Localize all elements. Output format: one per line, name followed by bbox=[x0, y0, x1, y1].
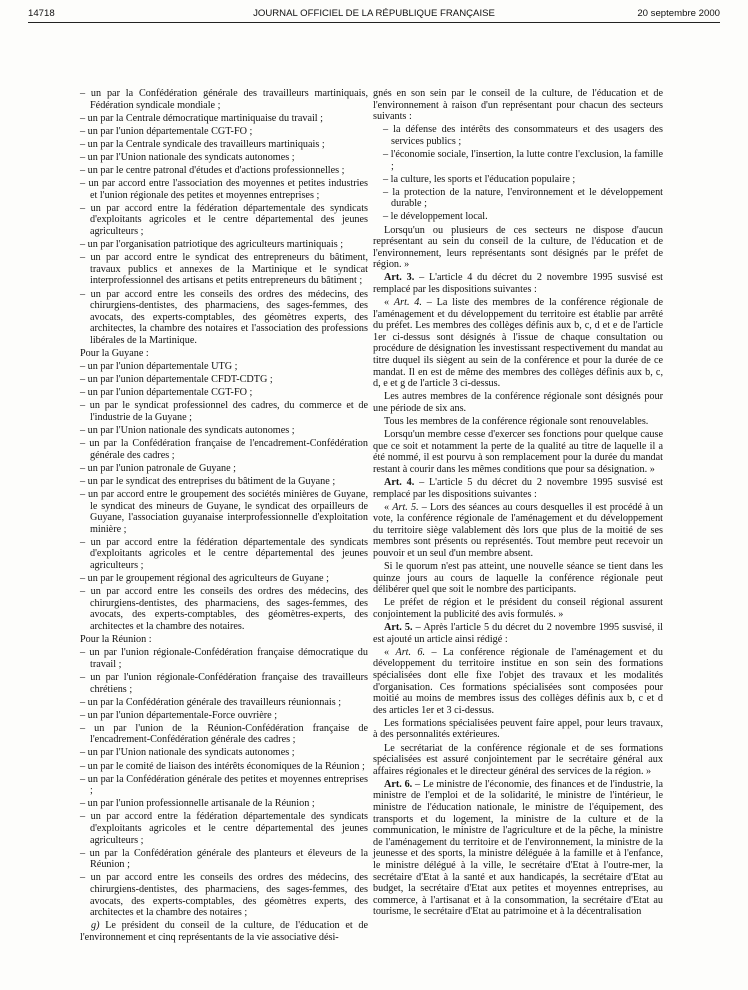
journal-title: JOURNAL OFFICIEL DE LA RÉPUBLIQUE FRANÇAISE bbox=[253, 8, 495, 19]
art-4-p4: Lorsqu'un membre cesse d'exercer ses fonctions pour quelque cause que ce soit et notamment la perte de la qualité au titre de laquelle il a été nommé, il est pourvu à son remplacement pour la durée du mandat restant à courir dans les mêmes conditions que pour sa désignation. » bbox=[373, 429, 663, 475]
item-g bbox=[80, 920, 368, 943]
art-5-p3: Le préfet de région et le président du conseil régional assurent conjointement la publicité des avis formulés. » bbox=[373, 597, 663, 621]
list-item: – un par le centre patronal d'études et d'actions professionnelles ; bbox=[80, 165, 345, 177]
article-5: Art. 5. – Après l'article 5 du décret du 2 novembre 1995 susvisé, il est ajouté un article ainsi rédigé : bbox=[373, 622, 664, 645]
art-6-p3: Le secrétariat de la conférence régionale et de ses formations spécialisées est assuré conjointement par le secrétaire général aux affaires régionales et le directeur général des services de la région. » bbox=[373, 742, 663, 777]
publication-date: 20 septembre 2000 bbox=[637, 8, 720, 19]
left-column bbox=[80, 88, 368, 945]
martinique-list bbox=[80, 88, 368, 346]
reunion-heading: Pour la Réunion : bbox=[80, 634, 152, 646]
list-item: – un par l'union de la Réunion-Confédération française de l'encadrement-Confédération générale des cadres ; bbox=[80, 722, 368, 746]
list-item: – un par l'Union nationale des syndicats autonomes ; bbox=[80, 747, 295, 759]
list-item: – un par accord entre les conseils des ordres des médecins, des chirurgiens-dentistes, des pharmaciens, des sages-femmes, des avocats, des experts-comptables, des géomètres-experts, des architectes et la chambre des notaires. bbox=[80, 586, 368, 633]
list-item: – un par l'union régionale-Confédération française démocratique du travail ; bbox=[80, 647, 368, 670]
list-item: – un par la Centrale démocratique martiniquaise du travail ; bbox=[80, 112, 323, 124]
list-item: – la culture, les sports et l'éducation populaire ; bbox=[383, 173, 576, 185]
list-item: – un par l'union professionnelle artisanale de la Réunion ; bbox=[80, 798, 315, 810]
list-item: – un par la Centrale syndicale des travailleurs martiniquais ; bbox=[80, 138, 325, 150]
art-5-quoted: « Art. 5. – Lors des séances au cours desquelles il est procédé à un vote, la conférence régionale de l'aménagement et du développement du territoire siège valablement dès lors que plus de la moitié de ses membres sont présents ou représentés. Tout membre peut recevoir un pouvoir et un seul d'un membre absent. bbox=[373, 501, 663, 560]
art-4-p3: Tous les membres de la conférence régionale sont renouvelables. bbox=[384, 416, 649, 428]
list-item: – un par l'organisation patriotique des agriculteurs martiniquais ; bbox=[80, 239, 344, 251]
continuation-text: gnés en son sein par le conseil de la culture, de l'éducation et de l'environnement à raison d'un représentant pour chacun des secteurs suivants : bbox=[373, 88, 663, 123]
list-item: – un par le comité de liaison des intérêts économiques de la Réunion ; bbox=[80, 760, 365, 772]
list-item: – un par l'union départementale CFDT-CDTG ; bbox=[80, 374, 273, 386]
list-item: – un par accord entre les conseils des ordres des médecins, des chirurgiens-dentistes, des pharmaciens, des sages-femmes, des avocats, des experts-comptables, des géomètres experts, des architectes et la chambre des notaires ; bbox=[80, 872, 368, 919]
para-lorsqu: Lorsqu'un ou plusieurs de ces secteurs ne dispose d'aucun représentant au sein du conseil de la culture, de l'éducation et de l'environnement, leurs représentants sont désignés par le préfet de région. » bbox=[373, 224, 663, 271]
item-g-text: Le président du conseil de la culture, de l'éducation et de l'environnement et cinq représentants de la vie associative dési- bbox=[80, 920, 368, 943]
list-item: – un par la Confédération générale des planteurs et éleveurs de la Réunion ; bbox=[80, 847, 368, 871]
article-4: Art. 4. – L'article 5 du décret du 2 novembre 1995 susvisé est remplacé par les dispositions suivantes : bbox=[373, 477, 663, 500]
header-rule bbox=[28, 22, 720, 23]
list-item: – un par accord entre le groupement des sociétés minières de Guyane, le syndicat des mineurs de Guyane, le syndicat des orpailleurs de Guyane, l'association guyanaise interprofessionnelle d'exploitation minière ; bbox=[80, 489, 368, 535]
list-item: – un par la Confédération générale des travailleurs réunionnais ; bbox=[80, 696, 342, 708]
sectors-list bbox=[373, 124, 663, 223]
article-6: Art. 6. – Le ministre de l'économie, des finances et de l'industrie, la ministre de l'emploi et de la solidarité, le ministre de l'intérieur, le ministre de l'éducation nationale, le ministre de l'équipement, des transports et du logement, la ministre de la culture et de la communication, le ministre de l'agriculture et de la pêche, la ministre de l'aménagement du territoire et de l'environnement, la ministre de la jeunesse et des sports, la ministre déléguée à la famille et à l'enfance, le ministre délégué à la ville, le secrétaire d'Etat à l'outre-mer, la secrétaire d'Etat à la santé et aux handicapés, la secrétaire d'Etat au budget, la secrétaire d'Etat aux petites et moyennes entreprises, au commerce, à l'artisanat et à la consommation, la secrétaire d'Etat au tourisme, le secrétaire d'Etat au patrimoine et à la décentralisation bbox=[373, 778, 663, 918]
right-column bbox=[373, 88, 663, 919]
list-item: – un par la Confédération générale des petites et moyennes entreprises ; bbox=[80, 773, 368, 797]
article-3-label: Art. 3. bbox=[384, 272, 415, 284]
reunion-list bbox=[80, 647, 368, 919]
list-item: – un par le groupement régional des agriculteurs de Guyane ; bbox=[80, 573, 329, 585]
art-6-quoted: « Art. 6. – La conférence régionale de l'aménagement et du développement du territoire institue en son sein des formations spécialisées dont elle fixe l'objet des travaux et les modalités d'organisation. Ces formations spécialisées sont composées pour moitié au moins de membres issus des collèges définis aux b, c et d des articles 1er et 3 ci-dessus. bbox=[373, 646, 663, 716]
list-item: – un par accord entre la fédération départementale des syndicats d'exploitants agricoles et le centre départemental des jeunes agriculteurs ; bbox=[80, 811, 368, 846]
list-item: – un par l'Union nationale des syndicats autonomes ; bbox=[80, 151, 295, 163]
list-item: – un par accord entre la fédération départementale des syndicats d'exploitants agricoles et le centre départemental des jeunes agriculteurs ; bbox=[80, 202, 368, 238]
list-item: – le développement local. bbox=[383, 211, 488, 223]
list-item: – la défense des intérêts des consommateurs et des usagers des services publics ; bbox=[383, 124, 663, 147]
art-6-p2: Les formations spécialisées peuvent faire appel, pour leurs travaux, à des personnalités extérieures. bbox=[373, 717, 663, 741]
list-item: – un par l'union départementale-Force ouvrière ; bbox=[80, 709, 278, 721]
list-item: – l'économie sociale, l'insertion, la lutte contre l'exclusion, la famille ; bbox=[383, 148, 663, 172]
list-item: – un par l'union patronale de Guyane ; bbox=[80, 462, 237, 474]
art-4-label: Art. 4. bbox=[393, 297, 422, 309]
list-item: – un par l'union départementale CGT-FO ; bbox=[80, 125, 253, 137]
art-5-p2: Si le quorum n'est pas atteint, une nouvelle séance se tient dans les quinze jours au cours de laquelle la conférence régionale peut délibérer quel que soit le nombre des participants. bbox=[373, 561, 663, 596]
list-item: – un par accord entre l'association des moyennes et petites industries et l'union régionale des petites et moyennes entreprises ; bbox=[80, 178, 368, 201]
list-item: – un par la Confédération française de l'encadrement-Confédération générale des cadres ; bbox=[80, 438, 368, 461]
art-4-quoted: « Art. 4. – La liste des membres de la conférence régionale de l'aménagement et du développement du territoire est établie par arrêté du préfet. Les membres des collèges définis aux b, c, d et e de l'article 1er ci-dessus sont désignés à l'issue de chaque consultation ou procédure de désignation les investissant respectivement du mandat au titre duquel ils siègent au sein de la conférence et pour la durée de ce mandat. Il en est de même des membres des collèges définis aux b, c, d, e et g de l'article 3 ci-dessus. bbox=[373, 297, 664, 390]
list-item: – un par accord entre le syndicat des entrepreneurs du bâtiment, travaux publics et annexes de la Martinique et le syndicat interprofessionnel des artisans et petits entrepreneurs du bâtiment ; bbox=[80, 252, 368, 287]
list-item: – un par l'union régionale-Confédération française des travailleurs chrétiens ; bbox=[80, 671, 368, 695]
list-item: – un par le syndicat professionnel des cadres, du commerce et de l'industrie de la Guyane ; bbox=[80, 400, 368, 423]
list-item: – un par accord entre la fédération départementale des syndicats d'exploitants agricoles et le centre départemental des jeunes agriculteurs ; bbox=[80, 536, 368, 572]
art-4-p2: Les autres membres de la conférence régionale sont désignés pour une période de six ans. bbox=[373, 391, 663, 414]
guyane-heading: Pour la Guyane : bbox=[80, 347, 149, 359]
list-item: – un par l'Union nationale des syndicats autonomes ; bbox=[80, 425, 295, 437]
item-g-label: g) bbox=[91, 920, 100, 932]
list-item: – la protection de la nature, l'environnement et le développement durable ; bbox=[383, 186, 663, 210]
list-item: – un par accord entre les conseils des ordres des médecins, des chirurgiens-dentistes, des pharmaciens, des sages-femmes, des avocats, des experts-comptables, des géomètres experts, des architectes, la chambre des notaires et l'association des professions libérales de la Martinique. bbox=[80, 288, 368, 346]
list-item: – un par le syndicat des entreprises du bâtiment de la Guyane ; bbox=[80, 475, 336, 487]
list-item: – un par la Confédération générale des travailleurs martiniquais, Fédération syndicale mondiale ; bbox=[80, 88, 368, 111]
page-number: 14718 bbox=[28, 8, 55, 19]
list-item: – un par l'union départementale CGT-FO ; bbox=[80, 387, 253, 399]
article-3: Art. 3. – L'article 4 du décret du 2 novembre 1995 susvisé est remplacé par les dispositions suivantes : bbox=[373, 272, 663, 295]
guyane-list bbox=[80, 361, 368, 633]
list-item: – un par l'union départementale UTG ; bbox=[80, 361, 238, 373]
